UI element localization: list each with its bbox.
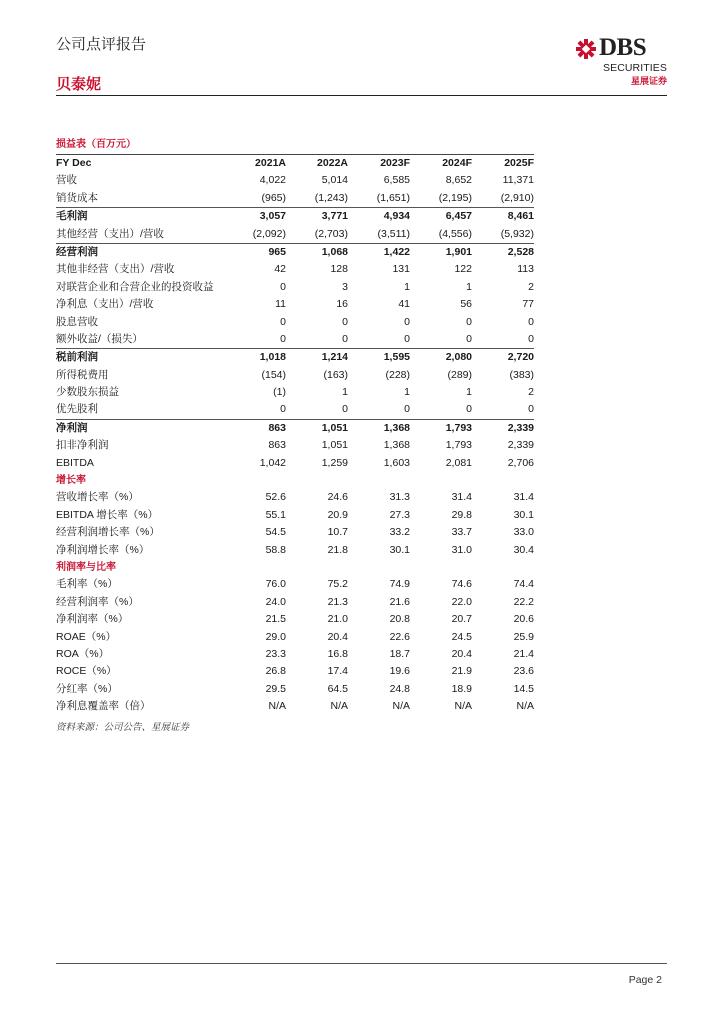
row-label: EBITDA (56, 456, 94, 469)
row-label: 经营利润 (56, 245, 98, 258)
row-label: 额外收益/（损失） (56, 332, 143, 345)
cell-value: 1 (404, 280, 410, 293)
cell-value: 19.6 (389, 665, 410, 678)
cell-value: (1,243) (314, 191, 348, 204)
table-row (56, 594, 534, 611)
row-label: 营收 (56, 174, 77, 187)
cell-value: 128 (330, 263, 348, 276)
cell-value: 30.1 (513, 508, 534, 521)
cell-value: 75.2 (327, 578, 348, 591)
cell-value: (383) (509, 368, 534, 381)
cell-value: 22.6 (389, 630, 410, 643)
table-row (56, 542, 534, 559)
cell-value: 10.7 (327, 526, 348, 539)
column-header: FY Dec (56, 157, 92, 169)
cell-value: 1,368 (383, 421, 410, 434)
cell-value: 0 (404, 332, 410, 345)
cell-value: 31.4 (451, 491, 472, 504)
cell-value: (2,703) (314, 227, 348, 240)
cell-value: 74.6 (451, 578, 472, 591)
row-label: 营收增长率（%） (56, 491, 139, 504)
cell-value: N/A (268, 700, 286, 713)
cell-value: 1,214 (321, 351, 348, 364)
cell-value: 0 (528, 315, 534, 328)
cell-value: 1,051 (321, 439, 348, 452)
cell-value: (3,511) (377, 227, 410, 240)
cell-value: 0 (280, 403, 286, 416)
column-header: 2024F (442, 157, 472, 169)
row-label: 对联营企业和合营企业的投资收益 (56, 280, 214, 293)
cell-value: 33.0 (513, 526, 534, 539)
cell-value: (1,651) (376, 191, 410, 204)
cell-value: (154) (261, 368, 286, 381)
cell-value: 20.8 (389, 613, 410, 626)
table-row (56, 698, 534, 715)
cell-value: 24.6 (327, 491, 348, 504)
cell-value: 64.5 (327, 682, 348, 695)
cell-value: 0 (466, 403, 472, 416)
cell-value: 122 (454, 263, 472, 276)
cell-value: 22.0 (451, 595, 472, 608)
cell-value: 20.6 (513, 613, 534, 626)
cell-value: 0 (280, 315, 286, 328)
row-label: 经营利润率（%） (56, 595, 139, 608)
cell-value: 1 (342, 386, 348, 399)
cell-value: (2,195) (438, 191, 472, 204)
cell-value: 0 (342, 332, 348, 345)
cell-value: 20.4 (327, 630, 348, 643)
table-row (56, 576, 534, 593)
cell-value: 20.9 (327, 508, 348, 521)
table-row (56, 331, 534, 348)
row-label: 分红率（%） (56, 682, 118, 695)
cell-value: 863 (268, 421, 286, 434)
cell-value: 21.3 (327, 595, 348, 608)
cell-value: 21.6 (389, 595, 410, 608)
table-row (56, 314, 534, 331)
row-label: 优先股利 (56, 403, 98, 416)
section-title-growth (56, 472, 534, 489)
row-label: 经营利润增长率（%） (56, 526, 160, 539)
cell-value: 2,339 (507, 439, 534, 452)
margin-rows (56, 576, 534, 715)
logo-brand-text: DBS (599, 34, 647, 61)
table-row (56, 455, 534, 472)
table-row (56, 172, 534, 189)
cell-value: 0 (466, 315, 472, 328)
cell-value: 2,080 (445, 351, 472, 364)
row-label: 毛利率（%） (56, 578, 118, 591)
cell-value: 131 (392, 263, 410, 276)
cell-value: (965) (261, 191, 286, 204)
cell-value: (163) (323, 368, 348, 381)
table-row (56, 261, 534, 278)
cell-value: 2,528 (507, 245, 534, 258)
cell-value: 6,585 (383, 174, 410, 187)
cell-value: 1 (466, 386, 472, 399)
cell-value: 1,042 (259, 456, 286, 469)
cell-value: 3 (342, 280, 348, 293)
cell-value: 965 (268, 245, 286, 258)
cell-value: 33.7 (451, 526, 472, 539)
cell-value: 2 (528, 386, 534, 399)
cell-value: 4,022 (259, 174, 286, 187)
cell-value: 2,706 (507, 456, 534, 469)
row-label: 毛利润 (56, 210, 88, 223)
cell-value: 0 (466, 332, 472, 345)
row-label: 所得税费用 (56, 368, 109, 381)
cell-value: 29.8 (451, 508, 472, 521)
cell-value: 42 (274, 263, 286, 276)
cell-value: 74.9 (389, 578, 410, 591)
cell-value: 1,901 (445, 245, 472, 258)
cell-value: 4,934 (383, 210, 410, 223)
cell-value: 2,081 (445, 456, 472, 469)
cell-value: N/A (454, 700, 472, 713)
row-label: 少数股东损益 (56, 386, 119, 399)
table-row (56, 207, 534, 225)
cell-value: 14.5 (513, 682, 534, 695)
cell-value: 55.1 (265, 508, 286, 521)
cell-value: 863 (268, 439, 286, 452)
cell-value: 74.4 (513, 578, 534, 591)
table-row (56, 611, 534, 628)
row-label: 净利润 (56, 421, 88, 434)
section-title: 利润率与比率 (56, 561, 116, 573)
section-title-margins (56, 559, 534, 576)
cell-value: 18.9 (451, 682, 472, 695)
cell-value: 1 (466, 280, 472, 293)
table-row (56, 681, 534, 698)
cell-value: 1,595 (383, 351, 410, 364)
cell-value: 24.0 (265, 595, 286, 608)
cell-value: 8,461 (507, 210, 534, 223)
company-name: 贝泰妮 (56, 76, 102, 93)
cell-value: 29.5 (265, 682, 286, 695)
row-label: 其他经营（支出）/营收 (56, 227, 164, 240)
cell-value: 21.4 (513, 647, 534, 660)
cell-value: (1) (273, 386, 286, 399)
cell-value: 2 (528, 280, 534, 293)
cell-value: 0 (404, 315, 410, 328)
cell-value: 0 (528, 332, 534, 345)
source-note: 资料来源：公司公告、星展证券 (56, 721, 190, 733)
cell-value: 33.2 (389, 526, 410, 539)
cell-value: 52.6 (265, 491, 286, 504)
row-label: 净利润率（%） (56, 613, 129, 626)
cell-value: 1,051 (321, 421, 348, 434)
table-row (56, 190, 534, 207)
cell-value: 24.8 (389, 682, 410, 695)
table-row (56, 296, 534, 313)
cell-value: 0 (280, 332, 286, 345)
cell-value: (228) (385, 368, 410, 381)
cell-value: 25.9 (513, 630, 534, 643)
cell-value: 77 (522, 298, 534, 311)
cell-value: 54.5 (265, 526, 286, 539)
cell-value: 11 (275, 298, 286, 311)
cell-value: 56 (460, 298, 472, 311)
cell-value: 3,057 (259, 210, 286, 223)
cell-value: 24.5 (451, 630, 472, 643)
cell-value: 23.3 (265, 647, 286, 660)
table-row (56, 646, 534, 663)
cell-value: 20.7 (451, 613, 472, 626)
cell-value: 21.9 (451, 665, 472, 678)
row-label: EBITDA 增长率（%） (56, 508, 159, 521)
row-label: 净利润增长率（%） (56, 543, 150, 556)
cell-value: 1,422 (383, 245, 410, 258)
table-row (56, 384, 534, 401)
cell-value: 3,771 (321, 210, 348, 223)
row-label: 净利息覆盖率（倍） (56, 700, 151, 713)
table-row (56, 507, 534, 524)
cell-value: 21.0 (327, 613, 348, 626)
cell-value: 30.4 (513, 543, 534, 556)
column-header: 2023F (380, 157, 410, 169)
cell-value: 0 (280, 280, 286, 293)
table-row (56, 279, 534, 296)
income-statement-table (56, 138, 534, 733)
table-row (56, 226, 534, 244)
table-row (56, 437, 534, 454)
dbs-star-icon (576, 39, 596, 59)
logo-securities-text: SECURITIES (602, 62, 667, 74)
cell-value: (2,092) (252, 227, 286, 240)
row-label: 销货成本 (56, 191, 98, 204)
cell-value: 22.2 (513, 595, 534, 608)
cell-value: 58.8 (265, 543, 286, 556)
cell-value: 11,371 (502, 174, 534, 187)
income-rows (56, 172, 534, 472)
cell-value: (2,910) (500, 191, 534, 204)
footer-divider (56, 963, 667, 964)
cell-value: 1,793 (445, 421, 472, 434)
cell-value: 29.0 (265, 630, 286, 643)
row-label: ROCE（%） (56, 665, 117, 678)
growth-rows (56, 489, 534, 559)
cell-value: 5,014 (321, 174, 348, 187)
cell-value: 20.4 (451, 647, 472, 660)
header-divider (56, 95, 667, 96)
cell-value: 1,068 (321, 245, 348, 258)
row-label: 税前利润 (56, 351, 98, 364)
cell-value: 0 (404, 403, 410, 416)
column-header: 2025F (504, 157, 534, 169)
cell-value: (5,932) (500, 227, 534, 240)
cell-value: N/A (392, 700, 410, 713)
table-row (56, 419, 534, 437)
cell-value: 18.7 (389, 647, 410, 660)
cell-value: 2,339 (507, 421, 534, 434)
row-label: ROA（%） (56, 647, 110, 660)
cell-value: 16 (336, 298, 348, 311)
cell-value: N/A (330, 700, 348, 713)
cell-value: 16.8 (327, 647, 348, 660)
cell-value: 31.3 (389, 491, 410, 504)
cell-value: 30.1 (389, 543, 410, 556)
cell-value: 2,720 (507, 351, 534, 364)
cell-value: 27.3 (389, 508, 410, 521)
table-row (56, 401, 534, 418)
page-number: Page 2 (628, 974, 662, 986)
table-row (56, 629, 534, 646)
cell-value: 0 (342, 315, 348, 328)
column-header: 2022A (317, 157, 348, 169)
table-row (56, 489, 534, 506)
column-header: 2021A (255, 157, 286, 169)
cell-value: 0 (342, 403, 348, 416)
dbs-logo (572, 36, 667, 86)
row-label: 净利息（支出）/营收 (56, 298, 154, 311)
table-row (56, 663, 534, 680)
cell-value: (4,556) (438, 227, 472, 240)
cell-value: 1,603 (383, 456, 410, 469)
cell-value: 76.0 (265, 578, 286, 591)
logo-chinese-text: 星展证券 (630, 76, 667, 86)
cell-value: 31.4 (513, 491, 534, 504)
cell-value: 26.8 (265, 665, 286, 678)
cell-value: 21.5 (265, 613, 286, 626)
cell-value: 113 (517, 263, 534, 276)
cell-value: (289) (447, 368, 472, 381)
table-row (56, 244, 534, 261)
cell-value: 23.6 (513, 665, 534, 678)
cell-value: 1 (404, 386, 410, 399)
table-row (56, 348, 534, 366)
cell-value: 1,259 (321, 456, 348, 469)
cell-value: 21.8 (327, 543, 348, 556)
cell-value: 1,793 (445, 439, 472, 452)
report-type-label: 公司点评报告 (56, 36, 147, 53)
cell-value: 31.0 (451, 543, 472, 556)
table-row (56, 524, 534, 541)
section-title: 增长率 (56, 475, 86, 487)
cell-value: 17.4 (327, 665, 348, 678)
cell-value: 1,018 (259, 351, 286, 364)
row-label: 扣非净利润 (56, 439, 109, 452)
row-label: ROAE（%） (56, 630, 117, 643)
cell-value: 8,652 (445, 174, 472, 187)
cell-value: N/A (516, 700, 534, 713)
table-header-row (56, 155, 534, 172)
row-label: 其他非经营（支出）/营收 (56, 263, 175, 276)
row-label: 股息营收 (56, 315, 98, 328)
table-row (56, 367, 534, 384)
cell-value: 0 (528, 403, 534, 416)
cell-value: 1,368 (383, 439, 410, 452)
cell-value: 6,457 (445, 210, 472, 223)
cell-value: 41 (398, 298, 410, 311)
table-title: 损益表（百万元） (56, 139, 136, 150)
